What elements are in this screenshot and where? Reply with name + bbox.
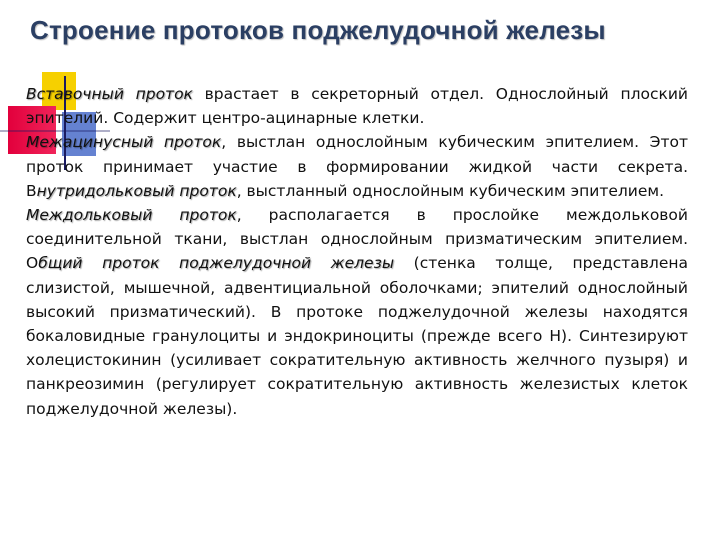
- term-main-pancreatic-duct: бщий проток поджелудочной железы: [38, 254, 395, 273]
- paragraph-intercalated-duct: [26, 82, 688, 130]
- paragraph-text: , выстлан однослойным кубическим эпителием. Этот проток принимает участие в формировании жидкой части секрета. В: [26, 133, 689, 200]
- term-interlobular-duct: Междольковый проток: [26, 206, 237, 225]
- paragraph-text: (стенка толще, представлена слизистой, мышечной, адвентициальной оболочками; эпителий однослойный высокий призматический). В протоке поджелудочной железы находятся бокаловидные гранулоциты и эндокриноциты (прежде всего Н). Синтезируют холецистокинин (усиливает сократительную активность желчного пузыря) и панкреозимин (регулирует сократительную активность железистых клеток поджелудочной железы).: [26, 254, 688, 418]
- paragraph-interlobular-duct: [26, 203, 688, 421]
- page-title: Строение протоков поджелудочной железы: [30, 15, 606, 45]
- paragraph-text: врастает в секреторный отдел. Однослойный плоский эпителий. Содержит центро-ацинарные клетки.: [26, 85, 688, 128]
- paragraph-interacinar-duct: [26, 130, 688, 203]
- body-text: [26, 82, 688, 421]
- paragraph-text: , располагается в прослойке междольковой соединительной ткани, выстлан однослойным призматическим эпителием. О: [26, 206, 688, 273]
- term-intercalated-duct: Вставочный проток: [26, 85, 193, 103]
- term-interacinar-duct: Межацинусный проток: [26, 133, 222, 152]
- term-intralobular-duct: нутридольковый проток: [36, 181, 237, 200]
- paragraph-text: , выстланный однослойным кубическим эпителием.: [236, 181, 665, 200]
